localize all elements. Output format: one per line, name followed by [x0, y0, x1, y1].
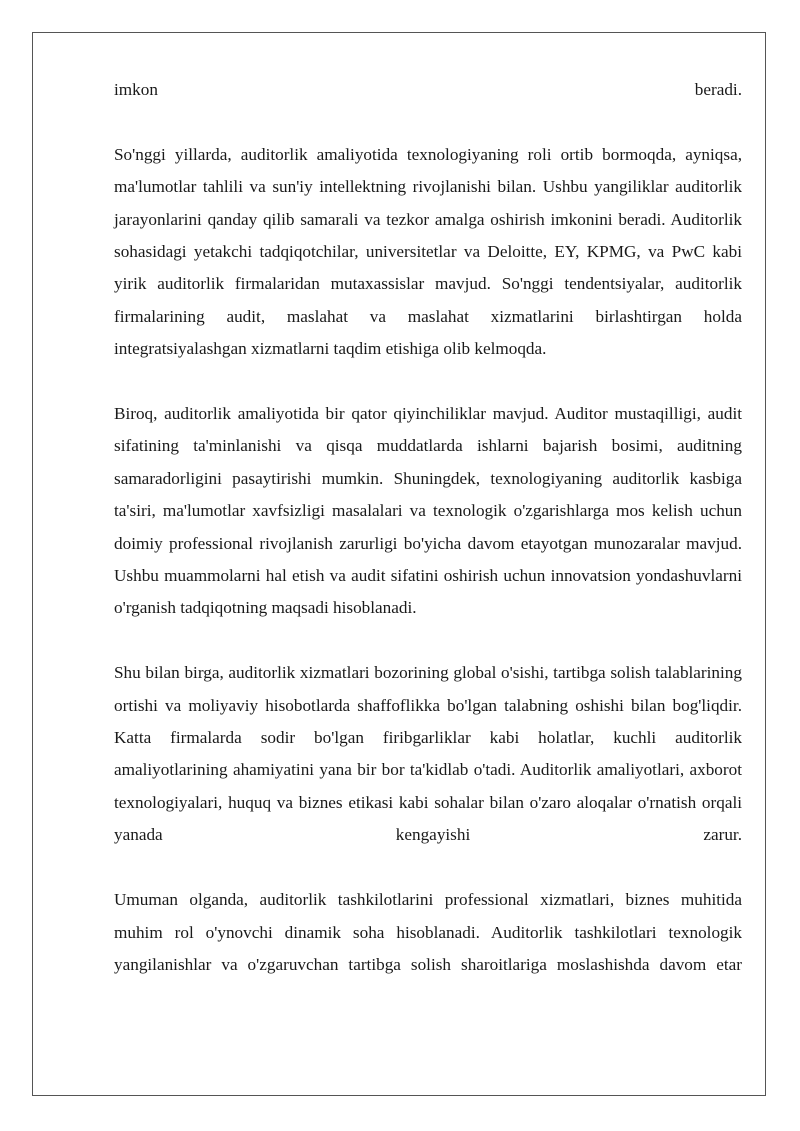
paragraph-conclusion: Umuman olganda, auditorlik tashkilotlarini professional xizmatlari, biznes muhitida muhim rol o'ynovchi dinamik soha hisoblanadi. Auditorlik tashkilotlari texnologik yangilanishlar va o'zgaruvchan tartibga solish sharoitlariga moslashishda davom etar — [114, 890, 742, 974]
continued-line-left: imkon — [114, 80, 158, 99]
paragraph-technology: So'nggi yillarda, auditorlik amaliyotida texnologiyaning roli ortib bormoqda, ayniqsa, ma'lumotlar tahlili va sun'iy intellektning rivojlanishi bilan. Ushbu yangiliklar auditorlik jarayonlarini qanday qilib samarali va tezkor amalga oshirish imkonini beradi. Auditorlik sohasidagi yetakchi tadqiqotchilar, universitetlar va Deloitte, EY, KPMG, va PwC kabi yirik auditorlik firmalaridan mutaxassislar mavjud. So'nggi tendentsiyalar, auditorlik firmalarining audit, maslahat va maslahat xizmatlarini birlashtirgan holda integratsiyalashgan xizmatlarni taqdim etishiga olib kelmoqda. — [114, 144, 742, 359]
paragraph-challenges: Biroq, auditorlik amaliyotida bir qator qiyinchiliklar mavjud. Auditor mustaqilligi, audit sifatining ta'minlanishi va qisqa muddatlarda ishlarni bajarish bosimi, auditning samaradorligini pasaytirishi mumkin. Shuningdek, texnologiyaning auditorlik kasbiga ta'siri, ma'lumotlar xavfsizligi masalalari va texnologik o'zgarishlarga mos kelish uchun doimiy professional rivojlanish zarurligi bo'yicha davom etayotgan munozaralar mavjud. Ushbu muammolarni hal etish va audit sifatini oshirish uchun innovatsion yondashuvlarni o'rganish tadqiqotning maqsadi hisoblanadi. — [114, 404, 742, 618]
document-body — [114, 74, 742, 981]
continued-line-right: beradi. — [694, 80, 742, 99]
continued-line — [114, 74, 742, 106]
paragraph-market-growth: Shu bilan birga, auditorlik xizmatlari bozorining global o'sishi, tartibga solish talablarining ortishi va moliyaviy hisobotlarda shaffoflikka bo'lgan talabning oshishi bilan bog'liqdir. Katta firmalarda sodir bo'lgan firibgarliklar kabi holatlar, kuchli auditorlik amaliyotlarining ahamiyatini yana bir bor ta'kidlab o'tadi. Auditorlik amaliyotlari, axborot texnologiyalari, huquq va biznes etikasi kabi sohalar bilan o'zaro aloqalar o'rnatish orqali yanada kengayishi zarur. — [114, 663, 742, 845]
